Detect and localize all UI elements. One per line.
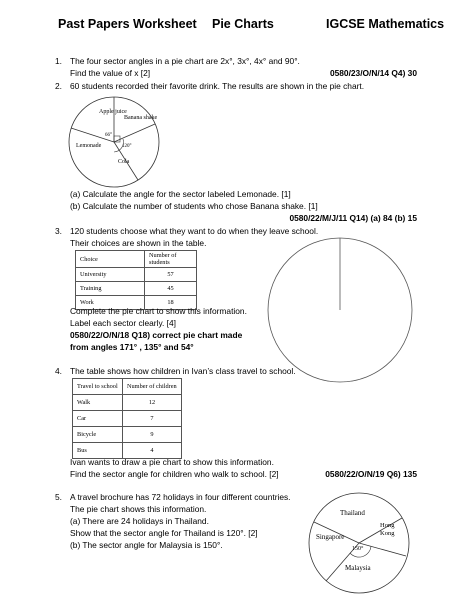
q3-reference-2: from angles 171° , 135° and 54°	[70, 342, 194, 352]
table-cell: 4	[122, 443, 181, 459]
q3-instruction: Complete the pie chart to show this information.	[70, 306, 247, 316]
label-lemonade: Lemonade	[76, 143, 102, 149]
q1-task: Find the value of x [2]	[70, 68, 151, 78]
q1-number: 1.	[55, 56, 62, 66]
table-cell: Walk	[73, 395, 123, 411]
q3-text: 120 students choose what they want to do when they leave school.	[70, 226, 319, 236]
q2-number: 2.	[55, 81, 62, 91]
label-thailand: Thailand	[340, 509, 365, 517]
label-angle-120: 120°	[122, 144, 132, 149]
table-cell: Bicycle	[73, 427, 123, 443]
holiday-pie-chart	[306, 490, 412, 596]
table-cell: 57	[145, 268, 197, 282]
q5-text-2: The pie chart shows this information.	[70, 504, 207, 514]
table-cell: University	[76, 268, 145, 282]
table-cell: Work	[76, 296, 145, 310]
table-cell: 7	[122, 411, 181, 427]
table-cell: 12	[122, 395, 181, 411]
q5-part-a-task: Show that the sector angle for Thailand is 120°. [2]	[70, 528, 258, 538]
table-header: Choice	[76, 251, 145, 268]
table-cell: Car	[73, 411, 123, 427]
table-header-row	[76, 251, 197, 268]
table-header: Number of students	[145, 251, 197, 268]
blank-pie-chart	[266, 236, 416, 386]
q4-number: 4.	[55, 366, 62, 376]
worksheet-title: Past Papers Worksheet	[58, 17, 197, 31]
table-cell: 18	[145, 296, 197, 310]
q5-part-a: (a) There are 24 holidays in Thailand.	[70, 516, 209, 526]
label-hong: Hong	[380, 522, 395, 529]
label-kong: Kong	[380, 530, 395, 537]
table-cell: 45	[145, 282, 197, 296]
label-singapore: Singapore	[316, 533, 345, 541]
table-cell: Bus	[73, 443, 123, 459]
label-angle-66: 66°	[105, 133, 112, 138]
label-apple-juice: Apple juice	[99, 109, 127, 115]
holiday-sector-line-4	[359, 543, 406, 556]
travel-table	[72, 378, 182, 459]
choices-table	[75, 250, 197, 310]
table-row	[76, 282, 197, 296]
q4-text-2: Ivan wants to draw a pie chart to show this information.	[70, 457, 274, 467]
table-row	[73, 395, 182, 411]
q4-text: The table shows how children in Ivan’s class travel to school.	[70, 366, 296, 376]
q1-reference: 0580/23/O/N/14 Q4) 30	[329, 68, 417, 78]
drink-pie-chart	[60, 95, 170, 190]
table-cell: 9	[122, 427, 181, 443]
q2-part-b: (b) Calculate the number of students who chose Banana shake. [1]	[70, 201, 318, 211]
q2-part-a: (a) Calculate the angle for the sector labeled Lemonade. [1]	[70, 189, 291, 199]
q5-text: A travel brochure has 72 holidays in four different countries.	[70, 492, 291, 502]
table-row	[73, 427, 182, 443]
subject-title: IGCSE Mathematics	[326, 17, 445, 31]
table-row	[76, 268, 197, 282]
label-banana-shake: Banana shake	[124, 115, 158, 121]
q3-number: 3.	[55, 226, 62, 236]
q2-text: 60 students recorded their favorite drink. The results are shown in the pie chart.	[70, 81, 365, 91]
q2-reference: 0580/22/M/J/11 Q14) (a) 84 (b) 15	[289, 213, 417, 223]
q3-instruction-2: Label each sector clearly. [4]	[70, 318, 176, 328]
label-angle-150: 150°	[352, 546, 364, 552]
q3-text-2: Their choices are shown in the table.	[70, 238, 207, 248]
q5-number: 5.	[55, 492, 62, 502]
q4-task: Find the sector angle for children who walk to school. [2]	[70, 469, 279, 479]
table-header: Travel to school	[73, 379, 123, 395]
label-cola: Cola	[118, 159, 130, 165]
q3-reference: 0580/22/O/N/18 Q18) correct pie chart made	[70, 330, 243, 340]
q4-reference: 0580/22/O/N/19 Q6) 135	[325, 469, 417, 479]
q5-part-b: (b) The sector angle for Malaysia is 150°.	[70, 540, 223, 550]
q1-text: The four sector angles in a pie chart are 2x°, 3x°, 4x° and 90°.	[70, 56, 300, 66]
topic-title: Pie Charts	[212, 17, 274, 31]
label-malaysia: Malaysia	[345, 564, 371, 572]
table-cell: Training	[76, 282, 145, 296]
table-header-row	[73, 379, 182, 395]
table-header: Number of children	[122, 379, 181, 395]
table-row	[73, 411, 182, 427]
